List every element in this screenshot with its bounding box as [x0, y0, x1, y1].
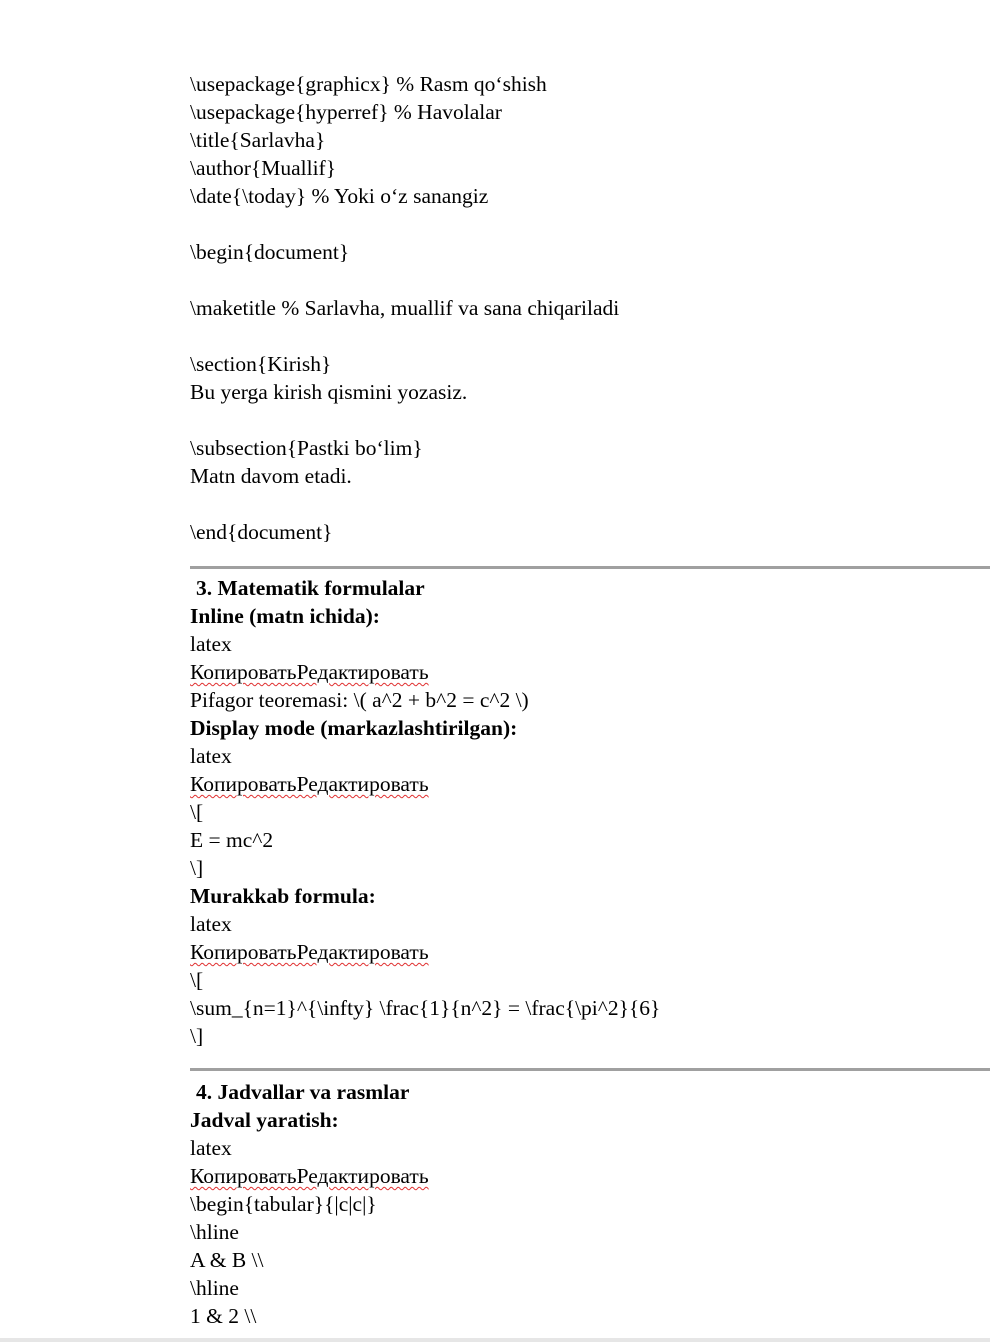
- copy-edit-link[interactable]: КопироватьРедактировать: [190, 772, 429, 796]
- code-line: \sum_{n=1}^{\infty} \frac{1}{n^2} = \frac{\pi^2}{6}: [190, 996, 661, 1020]
- code-line: 1 & 2 \\: [190, 1304, 257, 1328]
- code-line: Pifagor teoremasi: \( a^2 + b^2 = c^2 \): [190, 688, 529, 712]
- code-language-label: latex: [190, 632, 232, 656]
- code-line: \[: [190, 968, 204, 992]
- code-line: A & B \\: [190, 1248, 264, 1272]
- code-line: \end{document}: [190, 520, 333, 544]
- code-line: \section{Kirish}: [190, 352, 332, 376]
- code-language-label: latex: [190, 744, 232, 768]
- code-line: \begin{tabular}{|c|c|}: [190, 1192, 377, 1216]
- horizontal-rule: [190, 566, 990, 569]
- code-language-label: latex: [190, 1136, 232, 1160]
- section-heading: 3. Matematik formulalar: [196, 576, 425, 600]
- subheading: Jadval yaratish:: [190, 1108, 339, 1132]
- section-heading: 4. Jadvallar va rasmlar: [196, 1080, 410, 1104]
- code-line: \]: [190, 1024, 204, 1048]
- horizontal-rule: [190, 1068, 990, 1071]
- code-line: \maketitle % Sarlavha, muallif va sana chiqariladi: [190, 296, 620, 320]
- copy-edit-link[interactable]: КопироватьРедактировать: [190, 660, 429, 684]
- code-line: Bu yerga kirish qismini yozasiz.: [190, 380, 468, 404]
- code-line: \date{\today} % Yoki o‘z sanangiz: [190, 184, 489, 208]
- code-line: \usepackage{hyperref} % Havolalar: [190, 100, 502, 124]
- code-line: \]: [190, 856, 204, 880]
- code-line: \author{Muallif}: [190, 156, 337, 180]
- copy-edit-link[interactable]: КопироватьРедактировать: [190, 940, 429, 964]
- code-line: \subsection{Pastki bo‘lim}: [190, 436, 423, 460]
- subheading: Display mode (markazlashtirilgan):: [190, 716, 518, 740]
- subheading: Murakkab formula:: [190, 884, 376, 908]
- code-language-label: latex: [190, 912, 232, 936]
- code-line: \begin{document}: [190, 240, 350, 264]
- subheading: Inline (matn ichida):: [190, 604, 380, 628]
- code-line: E = mc^2: [190, 828, 274, 852]
- code-line: \hline: [190, 1276, 239, 1300]
- code-line: \title{Sarlavha}: [190, 128, 326, 152]
- document-body: [190, 70, 980, 1330]
- page-bottom-edge: [0, 1338, 990, 1342]
- code-line: \[: [190, 800, 204, 824]
- copy-edit-link[interactable]: КопироватьРедактировать: [190, 1164, 429, 1188]
- code-line: \hline: [190, 1220, 239, 1244]
- code-line: Matn davom etadi.: [190, 464, 352, 488]
- code-line: \usepackage{graphicx} % Rasm qo‘shish: [190, 72, 547, 96]
